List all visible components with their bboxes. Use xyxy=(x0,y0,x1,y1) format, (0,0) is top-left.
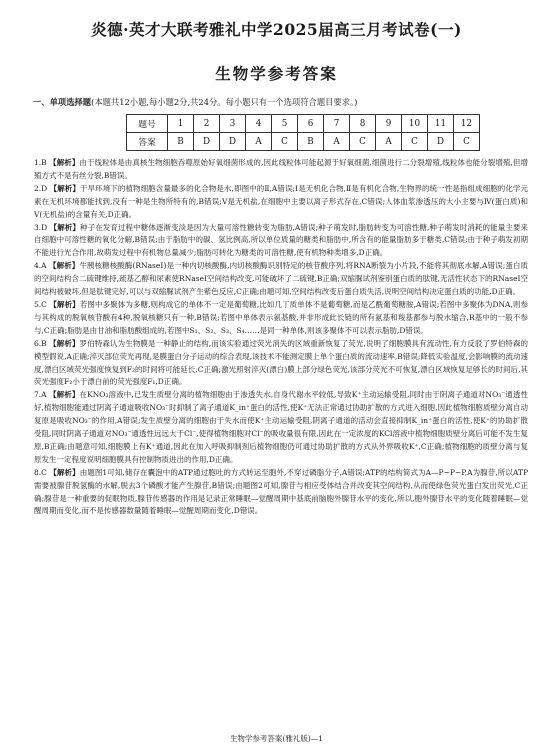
explanation-tag: 【解析】 xyxy=(49,467,80,477)
answer-row-label: 答案 xyxy=(127,133,168,151)
explanation-tag: 【解析】 xyxy=(49,299,80,309)
explanation-item xyxy=(34,222,528,261)
answer-cell: C xyxy=(272,133,298,151)
explanation-number: 8.C xyxy=(34,467,47,477)
explanation-list xyxy=(34,157,528,518)
explanation-tag: 【解析】 xyxy=(49,390,80,400)
explanation-text: 干旱环境下的植物细胞含量最多的化合物是水,即图中的Ⅱ,A错误;Ⅰ是无机化合物,Ⅱ是有机化合物,生物界的统一性是指组成细胞的化学元素在无机环境都能找到,没有一种是生物所特有的,B错误;Ⅴ是无机盐,在细胞中主要以离子形式存在,C错误;人体血浆渗透压的大小主要与Ⅳ(蛋白质)和Ⅴ(无机盐)的含量有关,D正确。 xyxy=(34,183,529,219)
section-instructions: (本题共12小题,每小题2分,共24分。每小题只有一个选项符合题目要求。) xyxy=(91,97,358,107)
section-title: 一、单项选择题 xyxy=(33,97,92,107)
explanation-text: 由于线粒体是由真核生物细胞吞噬原始好氧细菌形成的,因此线粒体可能起源于好氧细菌,细菌进行二分裂增殖,线粒体也能分裂增殖,但增殖方式不是有丝分裂,B错误。 xyxy=(34,158,528,180)
explanation-item xyxy=(34,183,528,222)
explanation-item xyxy=(34,389,528,466)
question-cell: 1 xyxy=(168,115,194,133)
answer-cell: D xyxy=(220,133,246,151)
question-cell: 4 xyxy=(246,115,272,133)
explanation-text: 罗伯特森认为生物膜是一种静止的结构,而该实验通过荧光消失的区域重新恢复了荧光,说明了细胞膜具有流动性,有力反驳了罗伯特森的模型假说,A正确;淬灭部位荧光再现,是膜蛋白分子运动的综合表现,该技术不能测定膜上单个蛋白质的流动速率,B错误;降低实验温度,会影响膜的流动速度,漂白区域荧光强度恢复到F₂的时间将可能延长,C正确;激光照射淬灭(漂白)膜上部分绿色荧光,该部分荧光不可恢复,漂白区域恢复足够长的时间后,其荧光强度F₂小于漂白前的荧光强度F₁,D正确。 xyxy=(34,338,529,387)
answer-cell: A xyxy=(246,133,272,151)
page-subtitle: 生物学参考答案 xyxy=(215,64,338,83)
answer-cell: C xyxy=(350,133,376,151)
explanation-number: 4.A xyxy=(34,261,47,271)
question-cell: 6 xyxy=(298,115,324,133)
explanation-tag: 【解析】 xyxy=(49,183,80,193)
explanation-text: 种子在发育过程中糖体逐渐变淡是因为大量可溶性糖转变为脂肪,A错误;种子萌发时,脂肪转变为可溶性糖,种子萌发时消耗的能量主要来自细胞中可溶性糖的氧化分解,B错误;由于脂肪中的碳、氢比例高,所以单位质量的糖类和脂肪中,所含有的能量脂肪多于糖类,C错误;由于种子萌发初期不能进行光合作用,故萌发过程中有机物总量减少;脂肪可转化为糖类的可溶性糖,使有机物种类增多,D正确。 xyxy=(34,222,529,258)
explanation-item xyxy=(34,157,528,183)
explanation-number: 1.B xyxy=(34,158,47,167)
explanation-number: 6.B xyxy=(34,338,47,348)
explanation-text: 若图中多聚体为多糖,则构成它的单体不一定是葡萄糖,比如几丁质单体不是葡萄糖,而是乙酰葡萄糖胺,A错误;若图中多聚体为DNA,则参与其构成的脱氧核苷酸有4种,脱氧核糖只有一种,B错误;若图中单体表示氨基酸,并非形成此长链的所有氨基和羧基都参与脱水缩合,R基中的一般不参与,C正确;脂肪是由甘油和脂肪酸组成的,若图中S₁、S₂、S₃、S₄……是同一种单体,则该多聚体不可以表示脂肪,D错误。 xyxy=(34,299,529,335)
answer-cell: D xyxy=(194,133,220,151)
question-cell: 10 xyxy=(402,115,428,133)
explanation-tag: 【解析】 xyxy=(49,261,80,271)
question-cell: 12 xyxy=(454,115,480,133)
explanation-tag: 【解析】 xyxy=(49,222,81,232)
explanation-tag: 【解析】 xyxy=(49,338,80,348)
answer-cell: C xyxy=(402,133,428,151)
explanation-text: 牛胰核糖核酸酶(RNaseⅠ)是一种内切核酸酶,内切核酸酶识别特定的核苷酸序列,将RNA断裂为小片段,不能将其彻底水解,A错误;蛋白质的空间结构含二硫键维持,巯基乙醇和尿素使RNaseⅠ空间结构改变,可能破坏了二硫键,B正确;双缩脲试剂鉴别蛋白质的肽键,无活性状态下的RNaseⅠ空间结构被破坏,但是肽键完好,可以与双缩脲试剂产生紫色反应,C正确;由题可知,空间结构改变后蛋白质失活,说明空间结构决定蛋白质的功能,D正确。 xyxy=(34,261,528,297)
question-cell: 7 xyxy=(324,115,350,133)
page-footer: 生物学参考答案(雅礼版)—1 xyxy=(229,734,324,743)
answer-cell: A xyxy=(324,133,350,151)
explanation-item xyxy=(34,260,528,299)
explanation-item xyxy=(34,467,528,519)
page-title: 炎德·英才大联考雅礼中学2025届高三月考试卷(一) xyxy=(91,20,462,39)
answer-cell: C xyxy=(454,133,480,151)
answer-cell: D xyxy=(428,133,454,151)
explanation-tag: 【解析】 xyxy=(49,158,80,167)
explanation-item xyxy=(34,338,528,390)
question-cell: 9 xyxy=(376,115,402,133)
question-cell: 2 xyxy=(194,115,220,133)
answer-cell: B xyxy=(168,133,194,151)
explanation-number: 5.C xyxy=(34,299,47,309)
explanation-item xyxy=(34,299,528,338)
answer-cell: A xyxy=(376,133,402,151)
question-row xyxy=(127,115,480,133)
explanation-text: 由题图1可知,储存在囊泡中的ATP通过胞吐的方式转运至胞外,不穿过磷脂分子,A错误;ATP的结构简式为A—P~P~P,A为腺苷,所以ATP需要被腺苷脱氢酶的水解,脱去3个磷酸才能产生腺苷,B错误;由题图2可知,腺苷与相应受体结合并改变其空间结构,从而使绿色荧光蛋白发出荧光,C正确;腺苷是一种重要的促眠物质,腺苷传感器的作用是记录正常睡眠—觉醒周期中基底前脑胞外腺苷水平的变化,所以,胞外腺苷水平的变化随着睡眠—觉醒周期而变化,而不是传感器数量随着睡眠—觉醒周期而变化,D错误。 xyxy=(34,467,528,516)
answer-table xyxy=(126,114,480,151)
question-cell: 8 xyxy=(350,115,376,133)
answer-cell: B xyxy=(298,133,324,151)
explanation-number: 2.D xyxy=(34,183,48,193)
question-cell: 11 xyxy=(428,115,454,133)
explanation-number: 7.A xyxy=(34,390,47,400)
explanation-number: 3.D xyxy=(34,222,48,232)
question-cell: 5 xyxy=(272,115,298,133)
answer-row xyxy=(127,133,480,151)
section-heading xyxy=(33,96,533,108)
explanation-text: 在KNO₃溶液中,已发生质壁分离的植物细胞由于渗透失水,自身代谢水平较低,导致K⁺主动运输受阻,同时由于阴离子通道对NO₃⁻通透性好,植物细胞能通过阴离子通道吸收NO₃⁻时抑制了离子通道K_in⁺蛋白的活性,使K⁺无法正常通过协助扩散的方式进入细胞,因此植物细胞质壁分离自动复原是吸收NO₃⁻的作用,A错误;发生质壁分离的细胞由于失水而使K⁺主动运输受阻,阴离子通道的活动会直接抑制K_in⁺蛋白的活性,使K⁺的协助扩散受阻,同时阴离子通道对NO₃⁻通透性远远大于Cl⁻,使得植物细胞对Cl⁻的吸收量很有限,因此在一定浓度的KCl溶液中植物细胞质壁分离后可能不发生复原,B正确;由题意可知,细胞膜上有K⁺通道,因此在加入呼吸抑制剂后植物细胞仍可通过协助扩散的方式从外界吸收K⁺,C正确;植物细胞的质壁分离与复原发生一定程度说明细胞膜具有控制物质进出的作用,D正确。 xyxy=(34,390,529,464)
question-cell: 3 xyxy=(220,115,246,133)
question-row-label: 题号 xyxy=(127,115,168,133)
